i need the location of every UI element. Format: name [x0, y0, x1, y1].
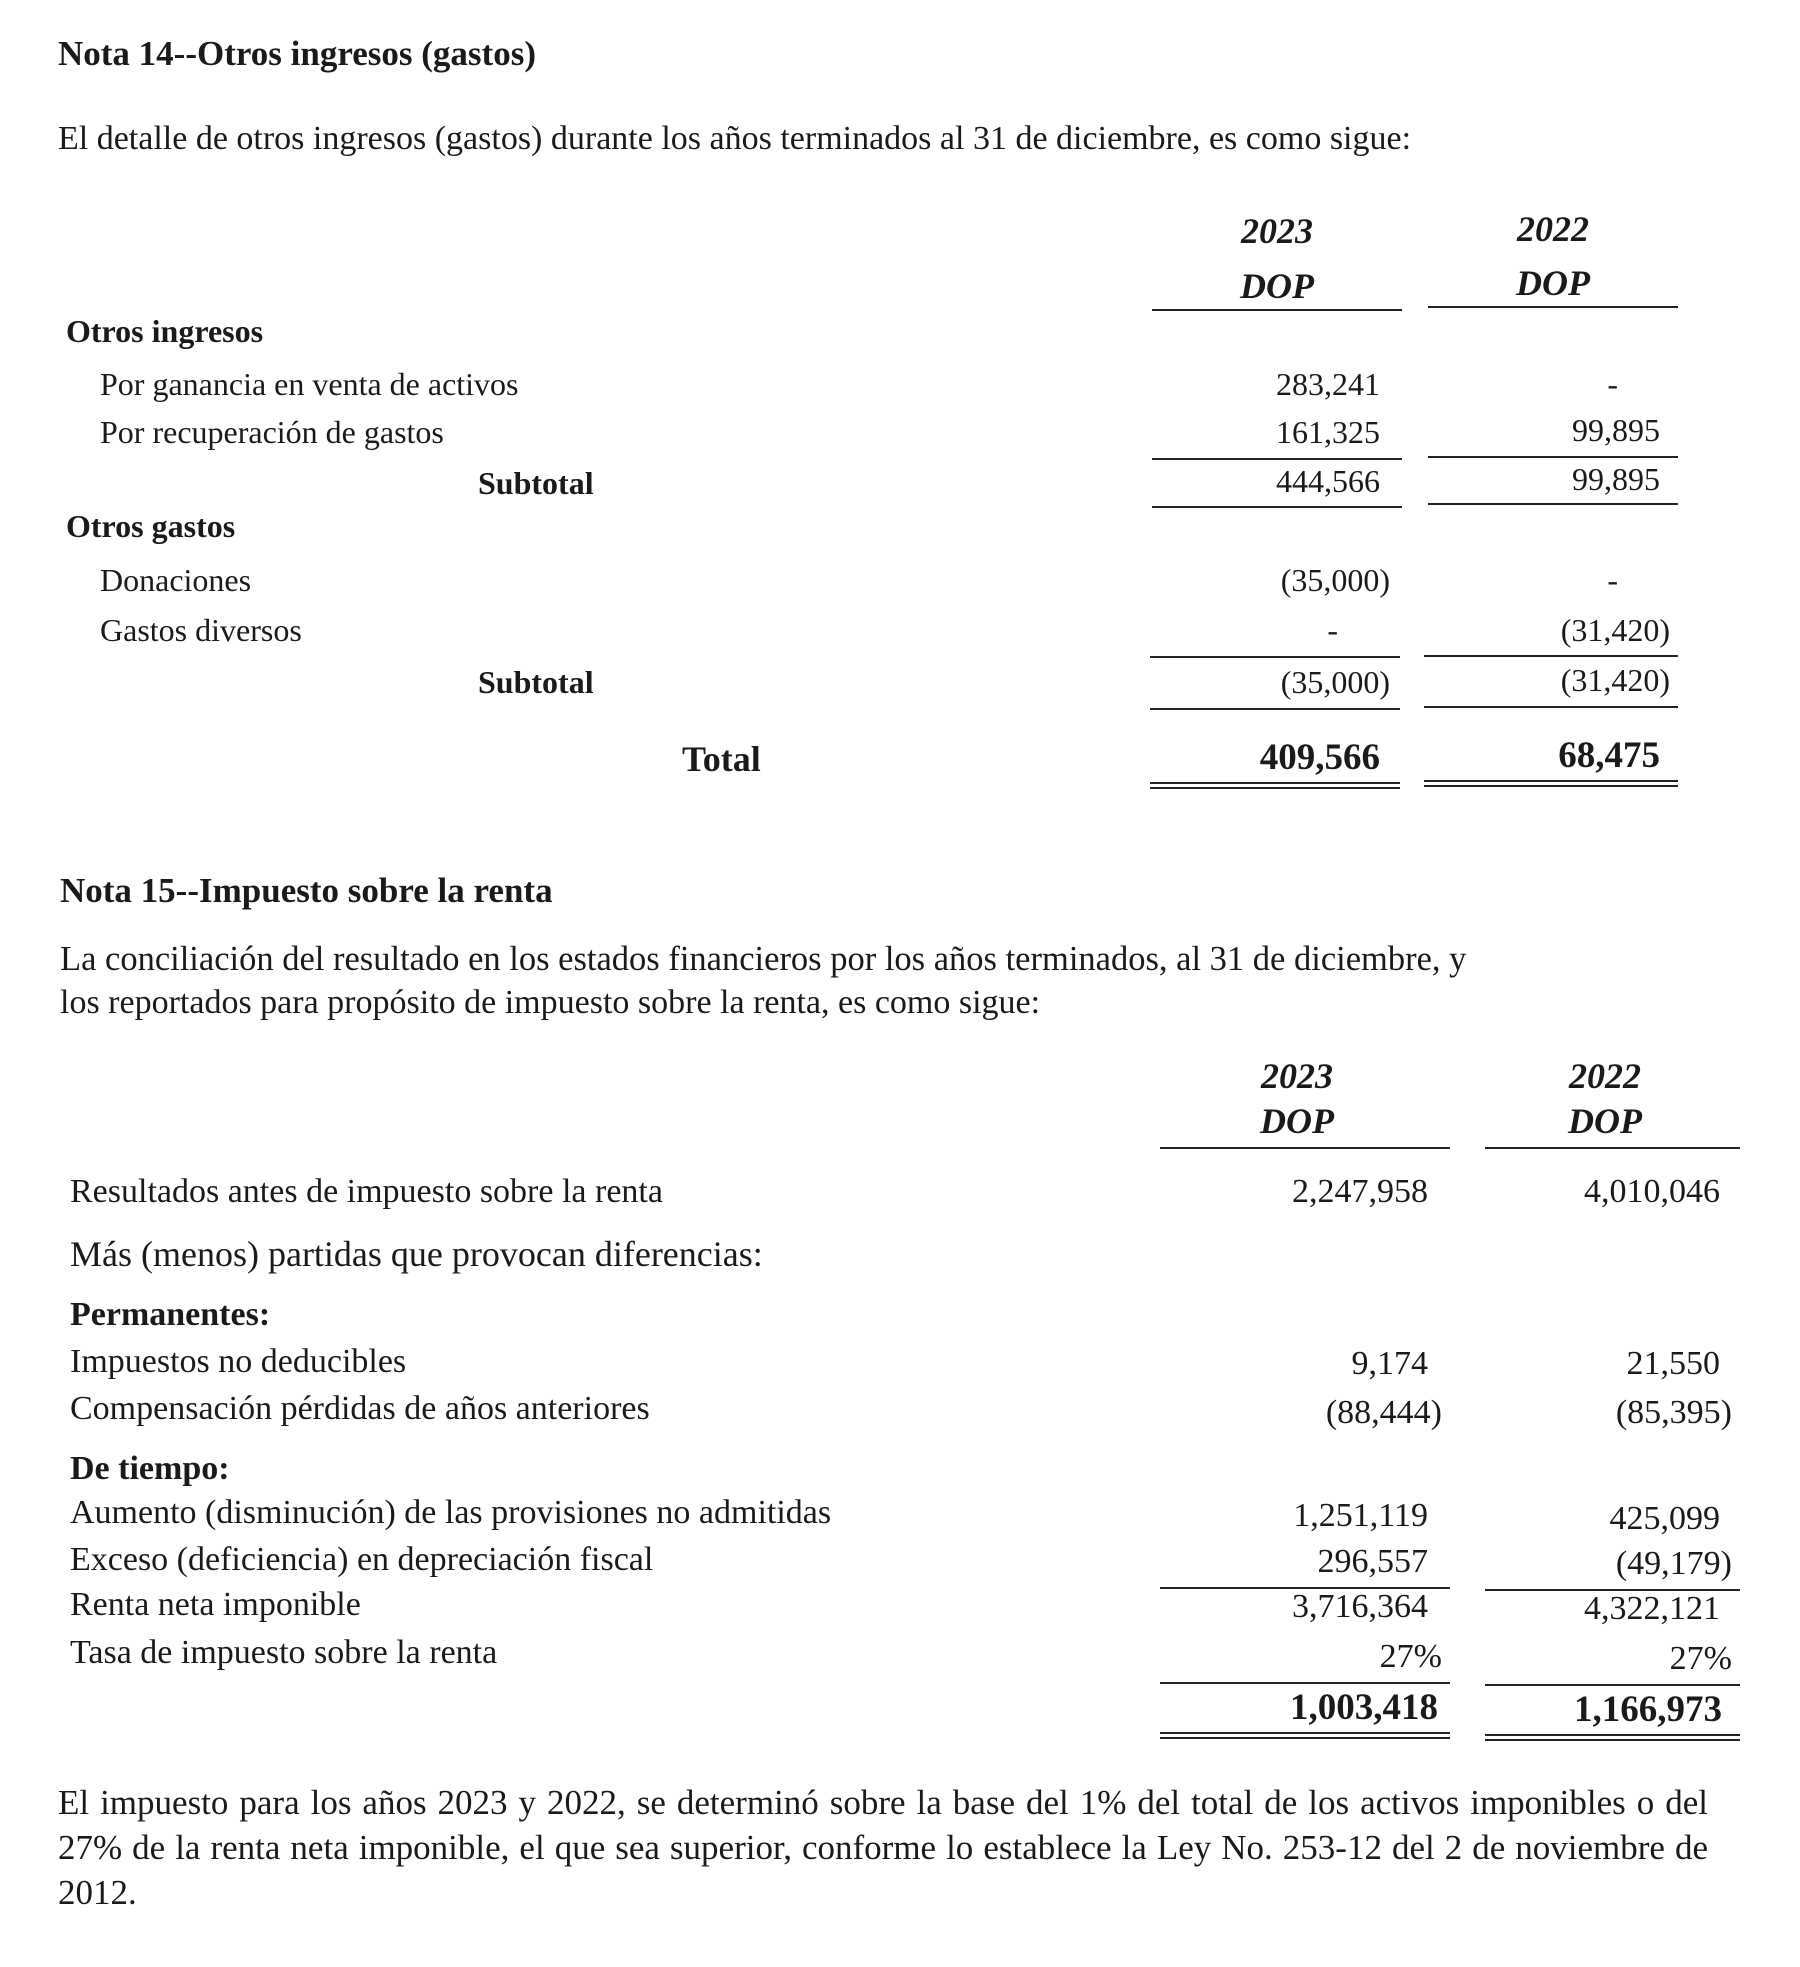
note15-col-currency-2022: DOP — [1568, 1101, 1642, 1141]
note14-row-recovery-2023: 161,325 — [1276, 414, 1380, 450]
note15-col-year-2022: 2022 — [1569, 1056, 1641, 1096]
note15-row-pretax-label: Resultados antes de impuesto sobre la renta — [70, 1173, 663, 1210]
note15-header-rule-2023 — [1160, 1147, 1450, 1149]
note14-row-gain-2023: 283,241 — [1276, 366, 1380, 402]
note14-subtotal-income-2022: 99,895 — [1572, 461, 1660, 497]
note15-row-tax-2022: 1,166,973 — [1574, 1689, 1722, 1730]
note14-rule-b-2022 — [1428, 503, 1678, 505]
note15-intro-line2: los reportados para propósito de impuesto sobre la renta, es como sigue: — [60, 984, 1041, 1021]
note14-row-misc-label: Gastos diversos — [100, 612, 302, 648]
note15-row-nondeductible-2022: 21,550 — [1626, 1345, 1720, 1382]
note14-rule-c-2023 — [1150, 656, 1400, 658]
note14-rule-d-2023 — [1150, 708, 1400, 710]
note15-row-depreciation-2022: (49,179) — [1615, 1545, 1732, 1582]
note15-row-tax-2023: 1,003,418 — [1290, 1687, 1438, 1728]
note14-subtotal-expenses-2023: (35,000) — [1280, 664, 1390, 700]
note14-subtotal-income-2023: 444,566 — [1276, 463, 1380, 499]
note15-header-rule-2022 — [1485, 1147, 1740, 1149]
note14-row-donations-2022: - — [1607, 562, 1618, 598]
note15-row-losses-2022: (85,395) — [1615, 1394, 1732, 1431]
note14-header-rule-2023 — [1152, 309, 1402, 311]
note14-rule-d-2022 — [1424, 706, 1678, 708]
note15-rule-b-2023 — [1160, 1682, 1450, 1684]
note14-row-donations-2023: (35,000) — [1280, 562, 1390, 598]
note15-row-losses-label: Compensación pérdidas de años anteriores — [70, 1390, 650, 1427]
note15-row-provisions-2022: 425,099 — [1609, 1500, 1720, 1537]
note14-row-gain-2022: - — [1607, 366, 1618, 402]
note14-subtotal-expenses-2022: (31,420) — [1560, 662, 1670, 698]
note14-section-income: Otros ingresos — [66, 313, 264, 349]
note14-total-double-rule-2023 — [1150, 782, 1400, 789]
note14-total-2022: 68,475 — [1558, 735, 1660, 776]
note14-total-2023: 409,566 — [1259, 737, 1380, 778]
note14-row-misc-2022: (31,420) — [1560, 612, 1670, 648]
note14-rule-a-2023 — [1152, 458, 1402, 460]
note15-row-rate-2023: 27% — [1379, 1638, 1442, 1675]
note15-rule-b-2022 — [1485, 1684, 1740, 1686]
note15-row-pretax-2022: 4,010,046 — [1584, 1173, 1720, 1210]
note14-col-currency-2023: DOP — [1240, 266, 1314, 306]
note15-intro-line1: La conciliación del resultado en los estados financieros por los años terminados, al 31 de diciembre, y — [60, 940, 1467, 978]
note15-closing-paragraph: El impuesto para los años 2023 y 2022, se determinó sobre la base del 1% del total de los activos imponibles o del 27% de la renta neta imponible, el que sea superior, conforme lo establece la Ley No. 253-12 del 2 de noviembre de 2012. — [58, 1783, 1708, 1912]
note14-row-misc-2023: - — [1327, 612, 1338, 648]
note14-section-expenses: Otros gastos — [66, 508, 236, 544]
note15-row-depreciation-2023: 296,557 — [1317, 1543, 1428, 1580]
note14-title: Nota 14--Otros ingresos (gastos) — [58, 34, 536, 73]
note14-row-recovery-label: Por recuperación de gastos — [100, 414, 444, 450]
note15-col-year-2023: 2023 — [1261, 1056, 1333, 1096]
note14-row-gain-label: Por ganancia en venta de activos — [100, 366, 519, 402]
note15-row-depreciation-label: Exceso (deficiencia) en depreciación fiscal — [70, 1541, 654, 1578]
note14-row-recovery-2022: 99,895 — [1572, 412, 1660, 448]
note15-row-taxable-label: Renta neta imponible — [70, 1586, 361, 1623]
note15-row-diffs-label: Más (menos) partidas que provocan diferencias: — [70, 1234, 763, 1274]
note15-col-currency-2023: DOP — [1260, 1101, 1334, 1141]
note14-rule-c-2022 — [1424, 655, 1678, 657]
note14-subtotal-expenses-label: Subtotal — [478, 664, 594, 700]
note14-header-rule-2022 — [1428, 306, 1678, 308]
note15-tax-double-rule-2023 — [1160, 1732, 1450, 1739]
note15-title: Nota 15--Impuesto sobre la renta — [60, 871, 553, 910]
note15-row-rate-2022: 27% — [1669, 1640, 1732, 1677]
note14-total-double-rule-2022 — [1424, 780, 1678, 787]
note14-rule-b-2023 — [1152, 506, 1402, 508]
note14-col-year-2022: 2022 — [1517, 209, 1589, 249]
note14-row-donations-label: Donaciones — [100, 562, 252, 598]
note14-subtotal-income-label: Subtotal — [478, 465, 594, 501]
note15-section-permanent: Permanentes: — [70, 1296, 271, 1333]
note15-row-nondeductible-label: Impuestos no deducibles — [70, 1343, 407, 1380]
note15-section-timing: De tiempo: — [70, 1450, 230, 1487]
note14-col-year-2023: 2023 — [1241, 211, 1313, 251]
note15-row-provisions-label: Aumento (disminución) de las provisiones no admitidas — [70, 1494, 832, 1531]
note14-intro: El detalle de otros ingresos (gastos) durante los años terminados al 31 de diciembre, es como sigue: — [58, 120, 1412, 157]
note14-total-label: Total — [682, 739, 761, 779]
note14-col-currency-2022: DOP — [1516, 263, 1590, 303]
note15-row-rate-label: Tasa de impuesto sobre la renta — [70, 1634, 498, 1671]
note15-row-pretax-2023: 2,247,958 — [1292, 1173, 1428, 1210]
note15-row-nondeductible-2023: 9,174 — [1351, 1345, 1428, 1382]
note15-row-taxable-2022: 4,322,121 — [1584, 1590, 1720, 1627]
note15-row-taxable-2023: 3,716,364 — [1292, 1588, 1428, 1625]
note15-tax-double-rule-2022 — [1485, 1734, 1740, 1741]
note15-row-provisions-2023: 1,251,119 — [1293, 1497, 1428, 1534]
note15-row-losses-2023: (88,444) — [1325, 1394, 1442, 1431]
note14-rule-a-2022 — [1428, 456, 1678, 458]
